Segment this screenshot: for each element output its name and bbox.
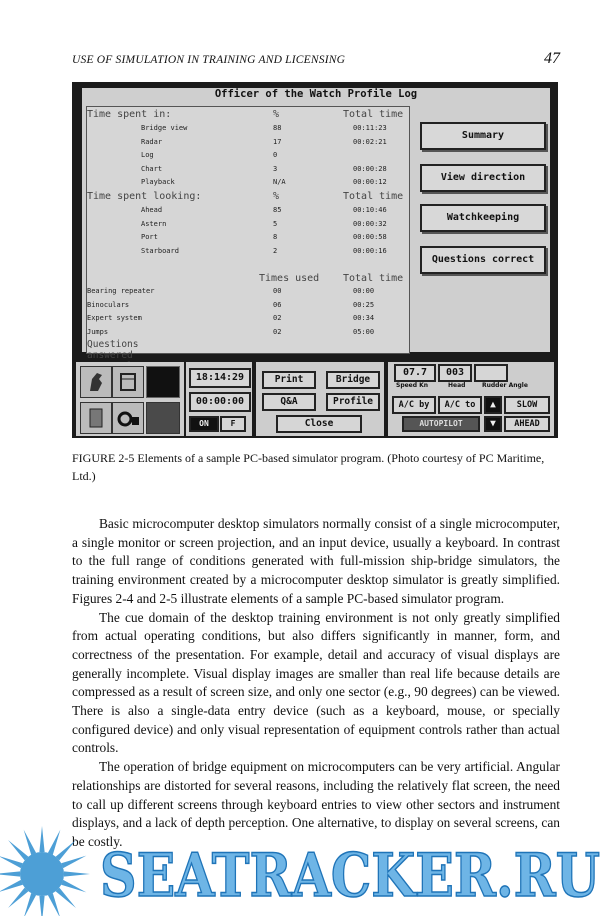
arrow-up-icon[interactable]: ▲ bbox=[484, 396, 502, 414]
heading-display: 003 bbox=[438, 364, 472, 382]
questions-correct-button[interactable]: Questions correct bbox=[420, 246, 546, 274]
log-row: Log 0 bbox=[141, 151, 278, 159]
rudder-angle-label: Rudder Angle bbox=[482, 382, 528, 389]
navigation-panel bbox=[388, 362, 554, 436]
speed-label: Speed Kn bbox=[396, 382, 429, 389]
page-number: 47 bbox=[544, 50, 560, 67]
ac-to-button[interactable]: A/C to bbox=[438, 396, 482, 414]
icon-panel bbox=[76, 362, 184, 436]
sun-logo-icon bbox=[0, 826, 90, 916]
ac-by-button[interactable]: A/C by bbox=[392, 396, 436, 414]
section1-header: Time spent in: % Total time bbox=[87, 109, 404, 120]
log-row: Jumps 02 05:00 bbox=[87, 327, 375, 336]
head-label: Head bbox=[448, 382, 466, 389]
profile-log-pane: Time spent in: % Total time Bridge view 88 00:11:23 Radar 17 00:02:21 Log 0 Chart 3 00:00:28 Playback N/A 00:00:12 Time spent looking: % Total time Ahead 85 00:10:46 Astern 5 00:00:32 Port 8 00:00:58 Starboard 2 00:00:16 Times used Total time Bearing repeater 00 00:00 Binoculars 06 00:25 Expert system 02 00:34 Jumps 02 05:00 Questions answered bbox=[86, 106, 410, 354]
log-row: Port 8 00:00:58 bbox=[141, 233, 387, 241]
calendar-icon[interactable] bbox=[112, 366, 144, 398]
log-row: Playback N/A 00:00:12 bbox=[141, 178, 387, 186]
log-row: Astern 5 00:00:32 bbox=[141, 219, 387, 228]
view-direction-button[interactable]: View direction bbox=[420, 164, 546, 192]
display-black-panel bbox=[146, 366, 180, 398]
figure-caption: FIGURE 2-5 Elements of a sample PC-based simulator program. (Photo courtesy of PC Maritime, Ltd.) bbox=[72, 451, 545, 483]
log-row: Expert system 02 00:34 bbox=[87, 314, 375, 322]
f-button[interactable]: F bbox=[220, 416, 246, 432]
autopilot-button[interactable]: AUTOPILOT bbox=[402, 416, 480, 432]
rudder-display bbox=[474, 364, 508, 382]
clock-panel bbox=[186, 362, 252, 436]
log-row: Bridge view 88 00:11:23 bbox=[141, 124, 387, 132]
arrow-down-icon[interactable]: ▼ bbox=[484, 416, 502, 432]
menu-panel bbox=[256, 362, 384, 436]
log-row: Radar 17 00:02:21 bbox=[141, 137, 387, 146]
running-title: USE OF SIMULATION IN TRAINING AND LICENSING bbox=[72, 54, 346, 66]
summary-button[interactable]: Summary bbox=[420, 122, 546, 150]
ahead-button[interactable]: AHEAD bbox=[504, 416, 550, 432]
document-icon[interactable] bbox=[80, 402, 112, 434]
on-button[interactable]: ON bbox=[189, 416, 219, 432]
watermark-text: SEATRACKER.RU bbox=[100, 841, 600, 911]
section3-header: Times used Total time bbox=[259, 273, 404, 284]
log-row: Binoculars 06 00:25 bbox=[87, 300, 375, 309]
paragraph: The operation of bridge equipment on microcomputers can be very artificial. Angular relationships are distorted for several reasons, including the relatively flat screen, the need to call up different screens through keyboard entries to view other sectors and instrument displays, and a lack of depth perception. One alternative, to display on several screens, can be costly. bbox=[72, 759, 560, 849]
seahorse-icon[interactable] bbox=[80, 366, 112, 398]
log-row: Bearing repeater 00 00:00 bbox=[87, 287, 375, 295]
profile-button[interactable]: Profile bbox=[326, 393, 380, 411]
slow-button[interactable]: SLOW bbox=[504, 396, 550, 414]
log-row: Ahead 85 00:10:46 bbox=[141, 206, 387, 214]
print-button[interactable]: Print bbox=[262, 371, 316, 389]
elapsed-display: 00:00:00 bbox=[189, 392, 251, 412]
figure-photo bbox=[72, 82, 558, 438]
watermark bbox=[0, 822, 612, 916]
close-button[interactable]: Close bbox=[276, 415, 362, 433]
running-header bbox=[72, 50, 560, 70]
body-text bbox=[72, 515, 560, 852]
simulator-screen bbox=[82, 88, 550, 361]
clock-display: 18:14:29 bbox=[189, 368, 251, 388]
gear-icon[interactable] bbox=[112, 402, 144, 434]
paragraph: Basic microcomputer desktop simulators normally consist of a single microcomputer, a single monitor or screen projection, and an input device, usually a keyboard. In contrast to the full range of conditions generated with full-mission ship-bridge simulators, the training environment created by a microcomputer desktop simulator is greatly simplified. Figures 2-4 and 2-5 illustrate elements of a sample PC-based simulator program. bbox=[72, 516, 560, 606]
bridge-button[interactable]: Bridge bbox=[326, 371, 380, 389]
speed-display: 07.7 bbox=[394, 364, 436, 382]
section2-header: Time spent looking: % Total time bbox=[87, 191, 404, 202]
log-row: Starboard 2 00:00:16 bbox=[141, 246, 387, 255]
paragraph: The cue domain of the desktop training environment is not only greatly simplified from actual operating conditions, but also differs significantly in manner, form, and correctness of the presentation. For example, detail and accuracy of visual displays are generally incomplete. Visual display images are smaller than real life because details are compressed as a result of screen size, and only one sector (e.g., 90 degrees) can be viewed. There is also a single-data entry device (such as a keyboard, mouse, or specially configured device) and only visual representation of equipment controls rather than actual controls. bbox=[72, 609, 560, 756]
watchkeeping-button[interactable]: Watchkeeping bbox=[420, 204, 546, 232]
screen-title: Officer of the Watch Profile Log bbox=[214, 88, 418, 100]
log-row: Chart 3 00:00:28 bbox=[141, 164, 387, 173]
qa-button[interactable]: Q&A bbox=[262, 393, 316, 411]
radar-icon[interactable] bbox=[146, 402, 180, 434]
